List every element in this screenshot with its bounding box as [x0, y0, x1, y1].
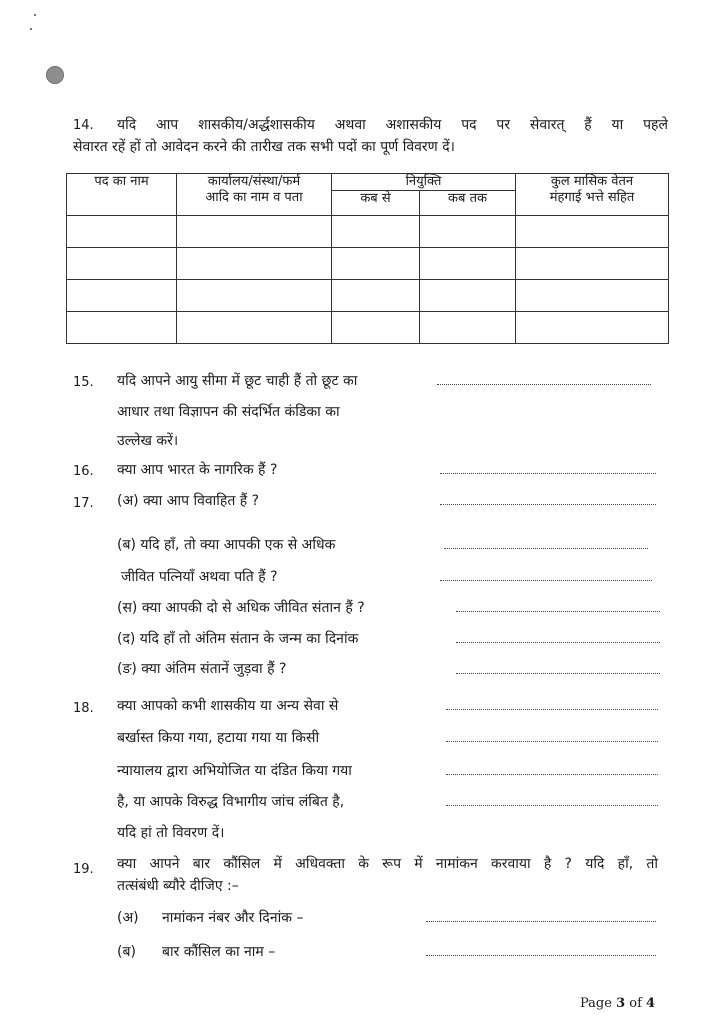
table-cell[interactable]: [177, 312, 332, 344]
q15-answer-line[interactable]: [437, 384, 651, 385]
q18-line2: बर्खास्त किया गया, हटाया गया या किसी: [117, 730, 320, 746]
table-row: [67, 248, 669, 280]
table-cell[interactable]: [177, 248, 332, 280]
header-salary: कुल मासिक वेतन मंहगाई भत्ते सहित: [516, 174, 669, 216]
q18-answer-line-2[interactable]: [446, 741, 658, 742]
table-cell[interactable]: [332, 312, 420, 344]
q14-number: 14.: [73, 118, 94, 133]
q17e-answer-line[interactable]: [456, 673, 660, 674]
q15-line2: आधार तथा विज्ञापन की संदर्भित कंडिका का: [117, 404, 340, 420]
header-from: कब से: [332, 191, 420, 216]
q15-line3: उल्लेख करें।: [117, 433, 179, 449]
q18-line4: है, या आपके विरुद्ध विभागीय जांच लंबित है,: [117, 794, 345, 810]
table-row: [67, 280, 669, 312]
table-cell[interactable]: [420, 248, 516, 280]
q17e-text: (ङ) क्या अंतिम संतानें जुड़वा हैं ?: [117, 661, 287, 677]
q19a-marker: (अ): [117, 910, 139, 926]
table-cell[interactable]: [516, 248, 669, 280]
q17b-answer-line-1[interactable]: [444, 548, 648, 549]
header-to: कब तक: [420, 191, 516, 216]
q19a-text: नामांकन नंबर और दिनांक –: [162, 910, 304, 926]
q18-answer-line-1[interactable]: [446, 709, 658, 710]
q17b-answer-line-2[interactable]: [440, 580, 652, 581]
table-cell[interactable]: [332, 280, 420, 312]
q17a-answer-line[interactable]: [440, 504, 656, 505]
q19a-answer-line[interactable]: [426, 921, 656, 922]
table-cell[interactable]: [67, 280, 177, 312]
q17a-text: (अ) क्या आप विवाहित हैं ?: [117, 493, 260, 509]
table-cell[interactable]: [67, 248, 177, 280]
header-appointment: नियुक्ति: [332, 174, 516, 191]
q19b-text: बार कौंसिल का नाम –: [162, 944, 276, 960]
q16-number: 16.: [73, 464, 94, 479]
page-number: Page 3 of 4: [580, 996, 656, 1011]
q19-line1: क्या आपने बार कौंसिल में अधिवक्ता के रूप में नामांकन करवाया है ? यदि हाँ, तो: [117, 856, 658, 872]
q17-number: 17.: [73, 496, 94, 511]
q17b-line1: (ब) यदि हाँ, तो क्या आपकी एक से अधिक: [117, 537, 336, 553]
scan-speck: [30, 28, 32, 30]
q17d-text: (द) यदि हाँ तो अंतिम संतान के जन्म का दिनांक: [117, 631, 359, 647]
table-cell[interactable]: [67, 216, 177, 248]
table-cell[interactable]: [420, 216, 516, 248]
table-cell[interactable]: [332, 248, 420, 280]
q18-line3: न्यायालय द्वारा अभियोजित या दंडित किया गया: [117, 763, 352, 779]
q17b-line2: जीवित पत्नियाँ अथवा पति हैं ?: [121, 569, 278, 585]
table-cell[interactable]: [420, 280, 516, 312]
q19b-answer-line[interactable]: [426, 955, 656, 956]
table-cell[interactable]: [516, 280, 669, 312]
header-office: कार्यालय/संस्था/फर्म आदि का नाम व पता: [177, 174, 332, 216]
q15-number: 15.: [73, 375, 94, 390]
q18-number: 18.: [73, 701, 94, 716]
table-cell[interactable]: [516, 312, 669, 344]
q19-line2: तत्संबंधी ब्यौरे दीजिए :–: [117, 878, 239, 894]
table-cell[interactable]: [332, 216, 420, 248]
table-cell[interactable]: [420, 312, 516, 344]
q17d-answer-line[interactable]: [456, 642, 660, 643]
q16-text: क्या आप भारत के नागरिक हैं ?: [117, 462, 278, 478]
q16-answer-line[interactable]: [440, 473, 656, 474]
q19-number: 19.: [73, 862, 94, 877]
punch-hole: [46, 66, 64, 84]
q14-line2: सेवारत रहें हों तो आवेदन करने की तारीख तक सभी पदों का पूर्ण विवरण दें।: [73, 139, 455, 155]
q18-line5: यदि हां तो विवरण दें।: [117, 825, 225, 841]
q18-answer-line-4[interactable]: [446, 805, 658, 806]
q18-line1: क्या आपको कभी शासकीय या अन्य सेवा से: [117, 698, 339, 714]
table-row: [67, 312, 669, 344]
q19b-marker: (ब): [117, 944, 136, 960]
q17c-answer-line[interactable]: [456, 611, 660, 612]
header-post-name: पद का नाम: [67, 174, 177, 216]
table-cell[interactable]: [177, 216, 332, 248]
scan-speck: [34, 14, 36, 16]
table-row: [67, 216, 669, 248]
q14-line1: यदि आप शासकीय/अर्द्धशासकीय अथवा अशासकीय पद पर सेवारत् हैं या पहले: [117, 117, 668, 133]
q15-line1: यदि आपने आयु सीमा में छूट चाही हैं तो छूट का: [117, 373, 358, 389]
table-cell[interactable]: [177, 280, 332, 312]
table-cell[interactable]: [516, 216, 669, 248]
q18-answer-line-3[interactable]: [446, 774, 658, 775]
table-cell[interactable]: [67, 312, 177, 344]
employment-table: [66, 173, 669, 344]
q17c-text: (स) क्या आपकी दो से अधिक जीवित संतान हैं ?: [117, 600, 365, 616]
